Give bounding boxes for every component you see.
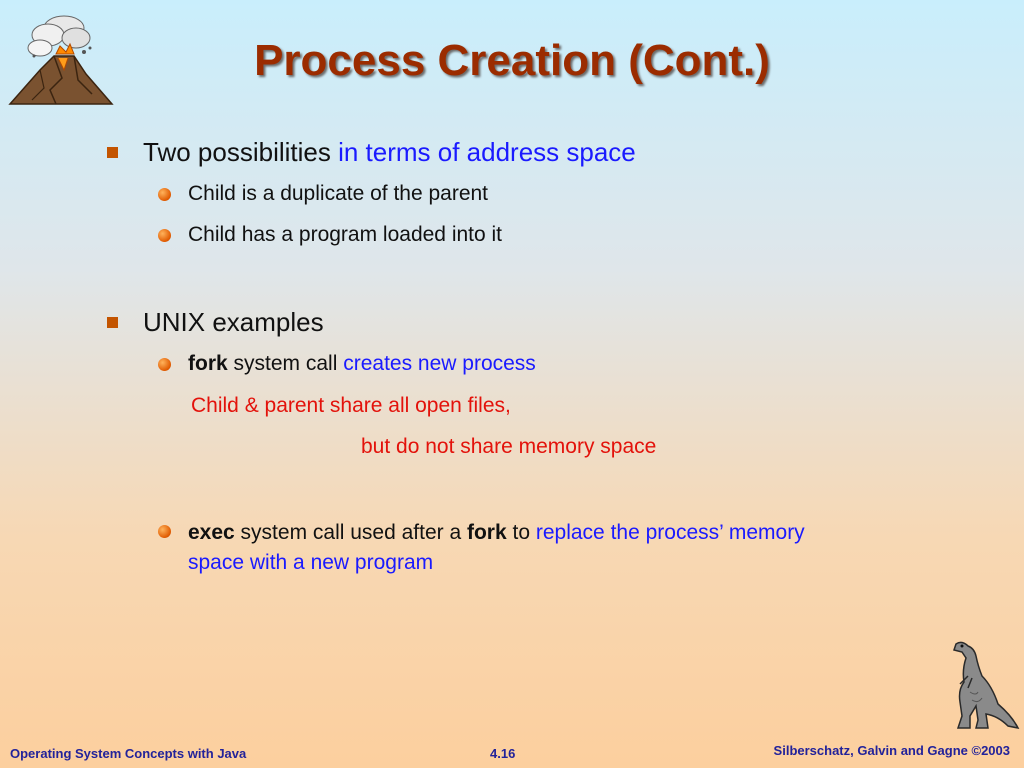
slide-title: Process Creation (Cont.) [254,36,770,85]
sub-bullet-fork: fork system call creates new process [188,352,536,375]
bullet-highlight: in terms of address space [338,137,636,167]
sub-bullet-exec: exec system call used after a fork to replace the process’ memory space with a new program [188,521,805,574]
exec-highlight-line1: replace the process’ memory [535,521,805,544]
dinosaur-icon [948,636,1020,736]
sub-bullet-dot [158,188,171,201]
fork-keyword: fork [188,352,228,375]
footer-authors: Silberschatz, Galvin and Gagne ©2003 [773,743,1010,758]
bullet-text: Two possibilities [143,137,339,167]
sub-bullet-dot [158,358,171,371]
note-no-share-memory: but do not share memory space [361,435,657,458]
sub-bullet-dot [158,525,171,538]
footer-page-number: 4.16 [490,746,516,761]
bullet-square [107,147,118,158]
exec-keyword: exec [188,521,235,544]
sub-bullet-duplicate: Child is a duplicate of the parent [188,182,489,205]
bullet-square [107,317,118,328]
note-share-files: Child & parent share all open files, [191,394,511,417]
footer-course-title: Operating System Concepts with Java [10,746,247,761]
fork-keyword: fork [466,521,507,544]
exec-highlight-line2: space with a new program [188,551,434,574]
sub-bullet-program-loaded: Child has a program loaded into it [188,223,503,246]
bullet-unix-examples: UNIX examples [143,307,324,337]
sub-bullet-dot [158,229,171,242]
fork-highlight: creates new process [343,352,536,375]
bullet-two-possibilities [143,137,636,168]
